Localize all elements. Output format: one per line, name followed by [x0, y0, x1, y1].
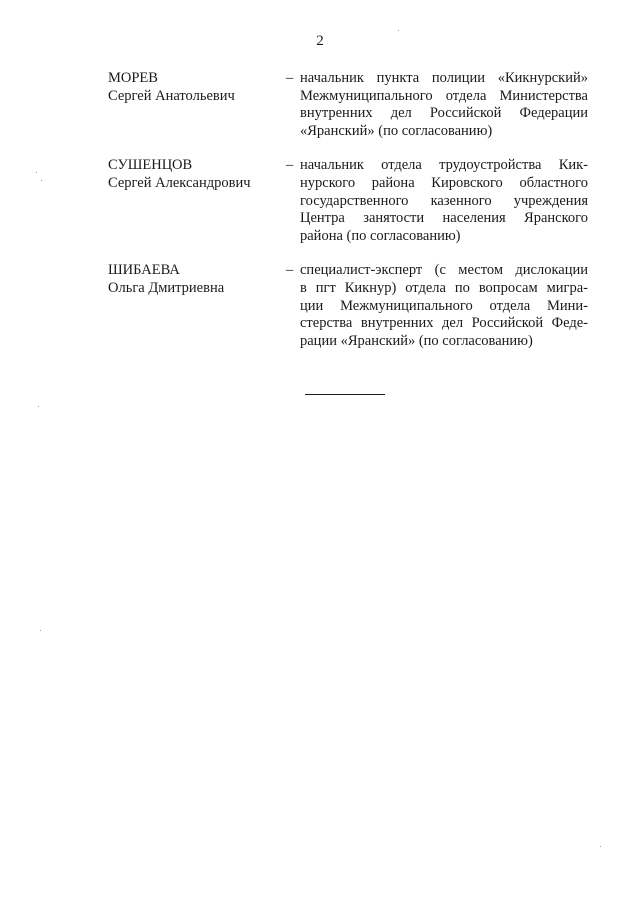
role-line: начальник пункта полиции «Кикнурский» — [300, 70, 588, 86]
member-dash: – — [286, 70, 294, 86]
role-line: стерства внутренних дел Российской Феде- — [300, 315, 588, 332]
scan-speck — [38, 406, 39, 407]
role-line: государственного казенного учреждения — [300, 192, 588, 209]
member-surname: ШИБАЕВА — [108, 262, 180, 279]
role-line: рации «Яранский» (по согласованию) — [300, 332, 533, 349]
member-role — [300, 157, 588, 245]
role-line: Межмуниципального отдела Министерства — [300, 87, 588, 104]
scan-speck — [40, 630, 41, 631]
member-given-names: Ольга Дмитриевна — [108, 279, 225, 296]
scan-speck — [36, 172, 37, 173]
member-entry — [108, 262, 588, 350]
page-number: 2 — [316, 33, 324, 49]
member-list — [108, 70, 588, 367]
member-surname: СУШЕНЦОВ — [108, 157, 193, 174]
member-name — [108, 262, 286, 350]
role-line: нурского района Кировского областного — [300, 174, 588, 191]
role-line: Центра занятости населения Яранского — [300, 210, 588, 227]
member-given-names: Сергей Александрович — [108, 174, 251, 191]
member-role — [300, 262, 588, 350]
scan-speck — [41, 180, 42, 181]
member-name — [108, 157, 286, 245]
end-of-list-rule — [305, 394, 385, 395]
member-dash: – — [286, 262, 294, 279]
role-line: начальник отдела трудоустройства Кик- — [300, 157, 588, 174]
role-line: в пгт Кикнур) отдела по вопросам мигра- — [300, 279, 588, 296]
member-dash: – — [286, 157, 294, 174]
member-entry — [108, 70, 588, 140]
member-given-names: Сергей Анатольевич — [108, 87, 235, 104]
role-line: внутренних дел Российской Федерации — [300, 105, 588, 122]
role-line: района (по согласованию) — [300, 227, 461, 244]
scan-speck — [398, 30, 399, 31]
member-role — [300, 70, 588, 140]
member-surname: МОРЕВ — [108, 70, 158, 86]
role-line: ции Межмуниципального отдела Мини- — [300, 297, 588, 314]
role-line: специалист-эксперт (с местом дислокации — [300, 262, 588, 279]
member-entry — [108, 157, 588, 245]
role-line: «Яранский» (по согласованию) — [300, 122, 493, 139]
member-name — [108, 70, 286, 140]
scan-speck — [600, 846, 601, 847]
